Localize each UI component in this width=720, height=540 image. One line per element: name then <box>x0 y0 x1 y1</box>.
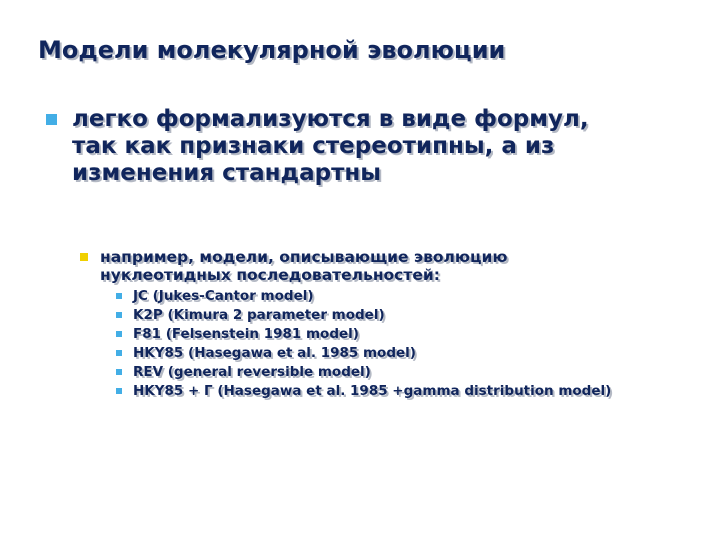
model-list-item <box>116 307 656 324</box>
square-bullet-icon <box>46 114 57 125</box>
model-label: F81 (Felsenstein 1981 model) <box>133 326 359 342</box>
model-label: REV (general reversible model) <box>133 364 371 380</box>
square-bullet-icon <box>116 369 122 375</box>
square-bullet-icon <box>80 253 88 261</box>
square-bullet-icon <box>116 388 122 394</box>
sub-bullet-item <box>80 248 620 284</box>
sub-bullet-text: например, модели, описывающие эволюцию нуклеотидных последовательностей: <box>100 248 508 284</box>
model-list-item <box>116 288 656 305</box>
model-list <box>116 288 656 402</box>
model-label: HKY85 + Г (Hasegawa et al. 1985 +gamma distribution model) <box>133 383 612 399</box>
main-bullet-text: легко формализуются в виде формул, так как признаки стереотипны, а из изменения стандартны <box>72 106 589 186</box>
square-bullet-icon <box>116 331 122 337</box>
main-bullet-item <box>46 106 606 187</box>
model-list-item <box>116 345 656 362</box>
square-bullet-icon <box>116 293 122 299</box>
square-bullet-icon <box>116 312 122 318</box>
model-list-item <box>116 326 656 343</box>
model-label: HKY85 (Hasegawa et al. 1985 model) <box>133 345 416 361</box>
slide-title: Модели молекулярной эволюции <box>38 36 506 64</box>
model-list-item <box>116 364 656 381</box>
model-list-item <box>116 383 656 400</box>
model-label: K2P (Kimura 2 parameter model) <box>133 307 385 323</box>
model-label: JC (Jukes-Cantor model) <box>133 288 314 304</box>
square-bullet-icon <box>116 350 122 356</box>
